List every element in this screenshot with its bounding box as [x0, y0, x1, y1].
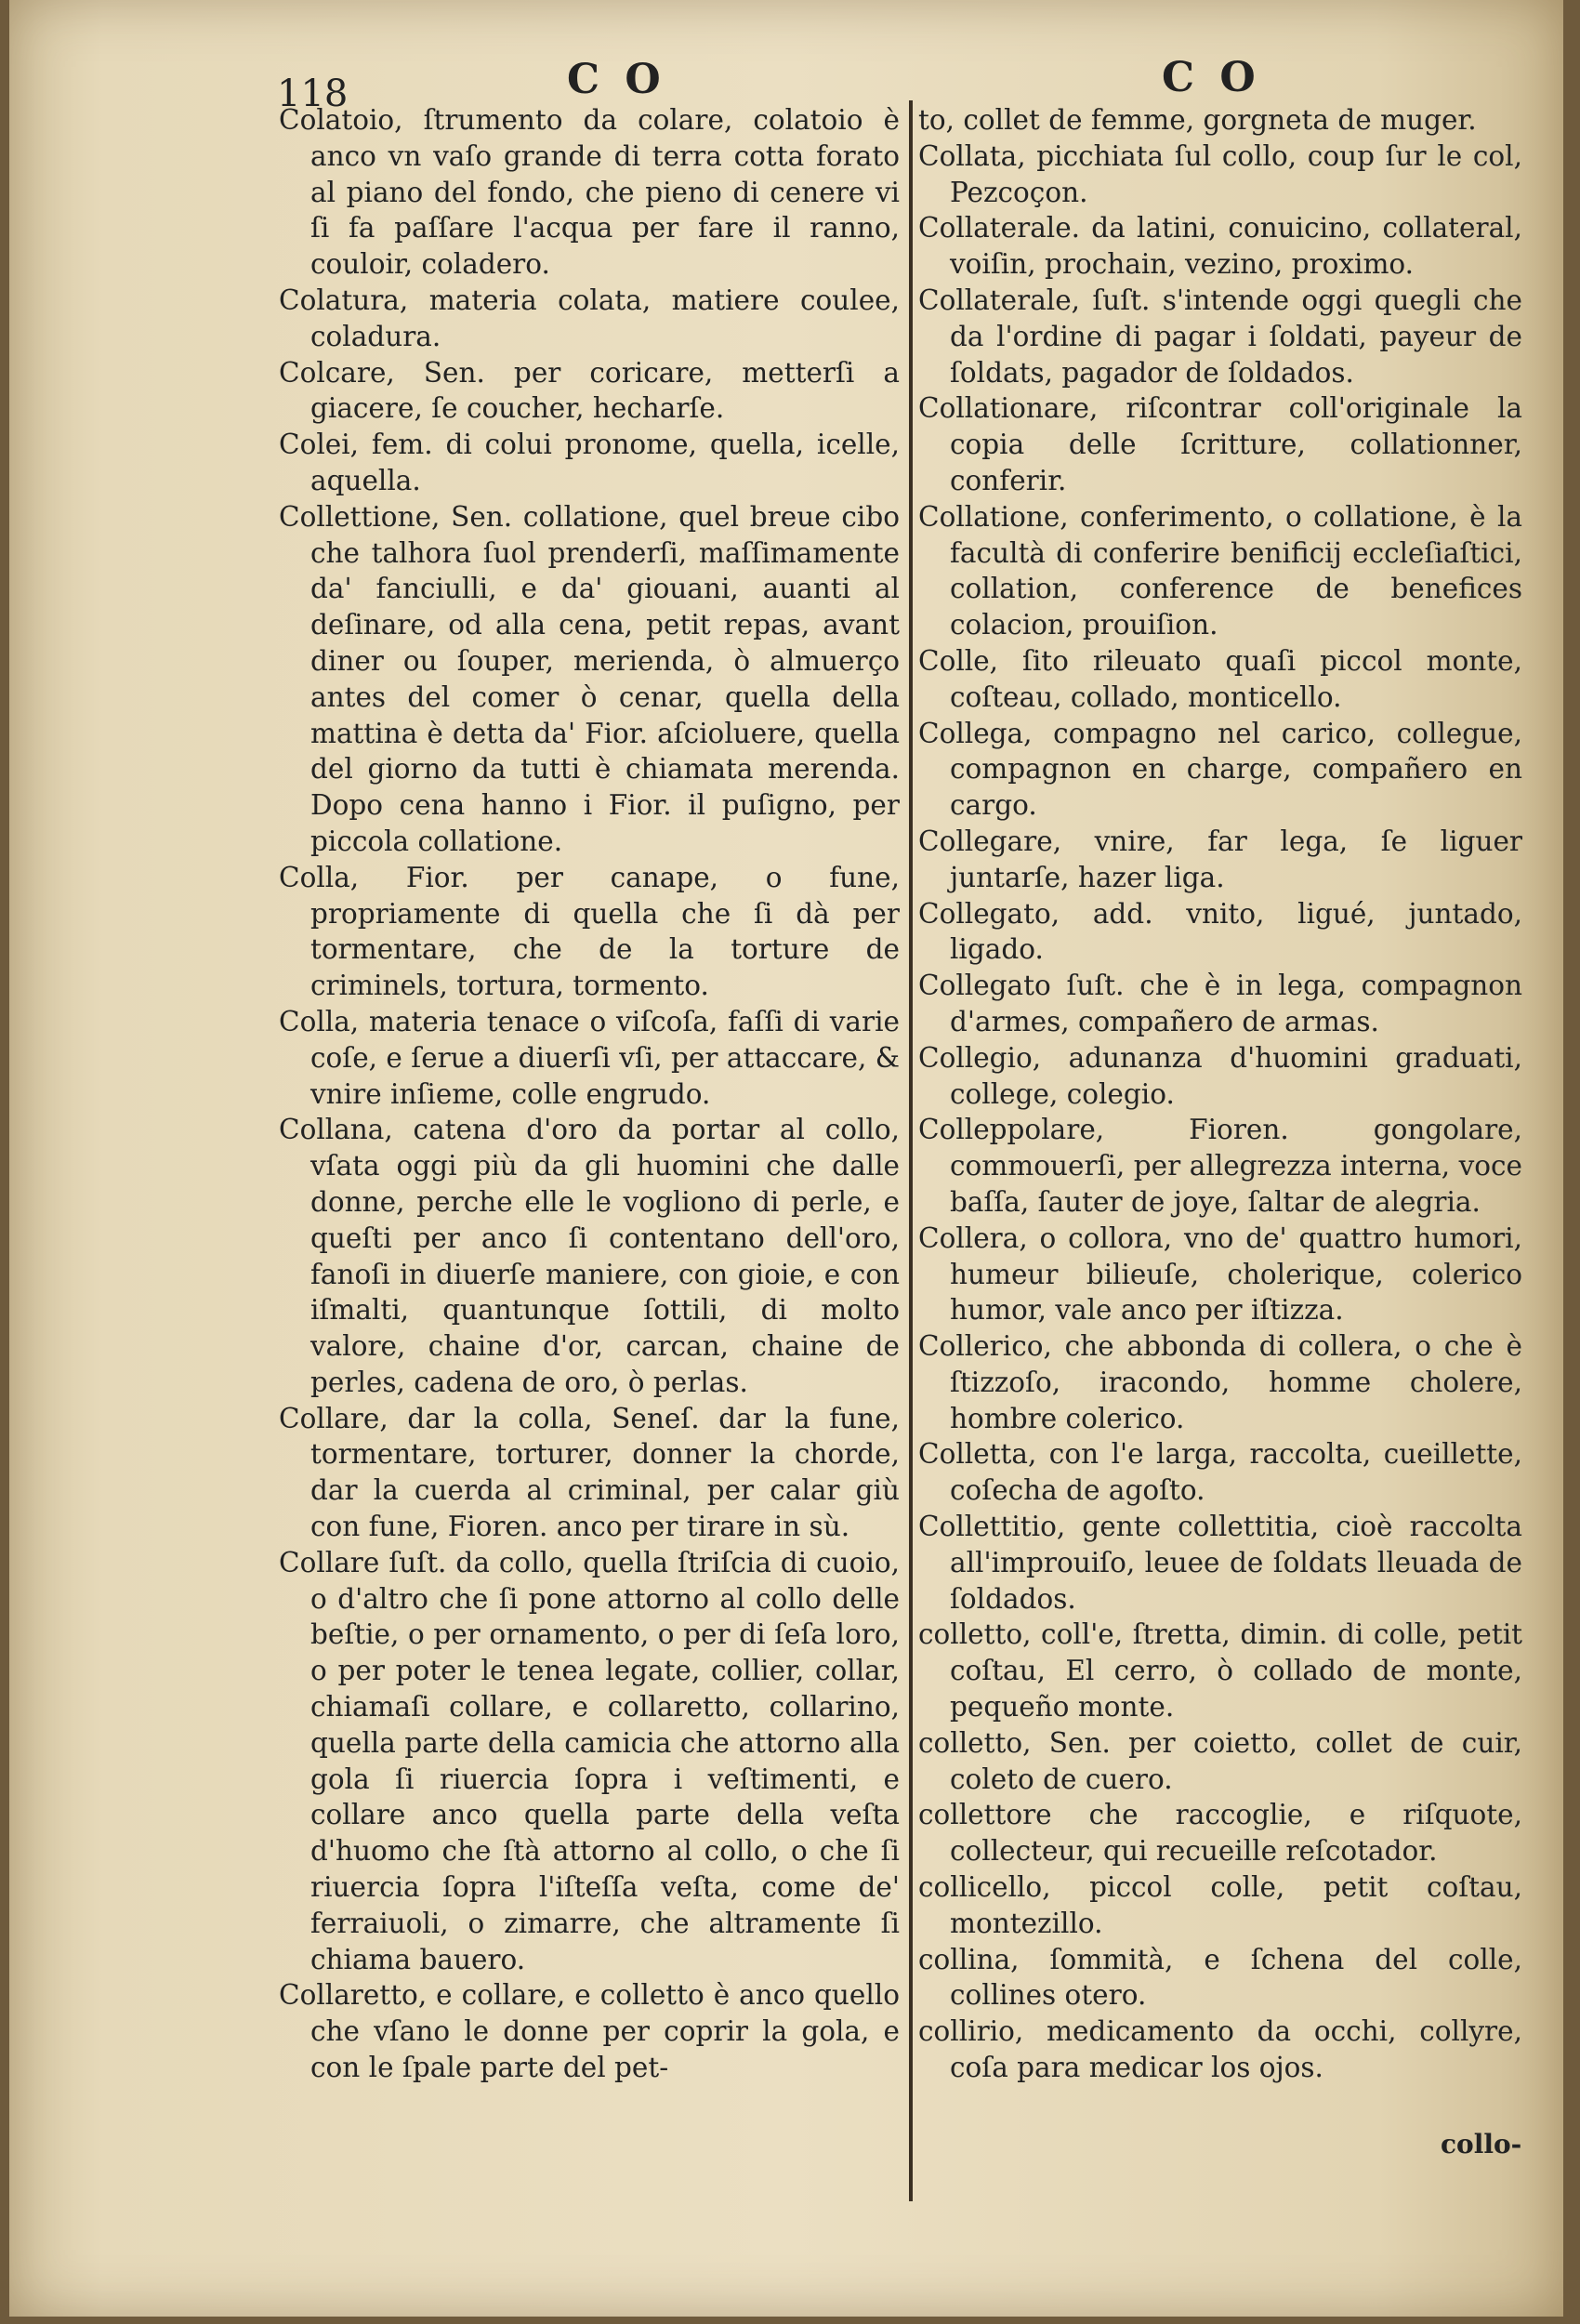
dictionary-entry: colletto, coll'e, ſtretta, dimin. di colle, petit coſtau, El cerro, ò collado de monte, pequeño monte.: [918, 1618, 1522, 1723]
dictionary-entry: Colletta, con l'e larga, raccolta, cueillette, coſecha de agoſto.: [918, 1438, 1522, 1507]
dictionary-entry: Colle, ſito rileuato quaſi piccol monte, coſteau, collado, monticello.: [918, 644, 1522, 713]
dictionary-entry: Colei, fem. di colui pronome, quella, icelle, aquella.: [279, 429, 900, 496]
dictionary-entry: Collerico, che abbonda di collera, o che è ſtizzoſo, iracondo, homme cholere, hombre colerico.: [918, 1330, 1522, 1434]
dictionary-entry: Collegato ſuſt. che è in lega, compagnon d'armes, compañero de armas.: [918, 970, 1522, 1037]
dictionary-entry: Colla, Fior. per canape, o fune, propriamente di quella che ſi dà per tormentare, che de la torture de criminels, tortura, tormento.: [279, 861, 900, 1002]
catchword: collo-: [1441, 2129, 1522, 2159]
dictionary-entry: collettore che raccoglie, e riſquote, collecteur, qui recueille reſcotador.: [918, 1799, 1522, 1868]
dictionary-entry: Colcare, Sen. per coricare, metterſi a giacere, ſe coucher, hecharſe.: [279, 356, 900, 425]
dictionary-entry: collirio, medicamento da occhi, collyre, coſa para medicar los ojos.: [918, 2015, 1522, 2084]
left-column: [279, 102, 900, 2086]
dictionary-entry: Collata, picchiata ſul collo, coup ſur le col, Pezcoçon.: [918, 139, 1522, 208]
dictionary-entry: colletto, Sen. per coietto, collet de cuir, coleto de cuero.: [918, 1726, 1522, 1795]
dictionary-entry: Colatura, materia colata, matiere coulee, coladura.: [279, 284, 900, 352]
dictionary-entry: Collationare, riſcontrar coll'originale la copia delle ſcritture, collationner, conferir.: [918, 392, 1522, 496]
dictionary-entry: Collettitio, gente collettitia, cioè raccolta all'improuiſo, leuee de ſoldats lleuada de ſoldados.: [918, 1511, 1522, 1615]
dictionary-entry: Colla, materia tenace o viſcoſa, faſſi di varie coſe, e ſerue a diuerſi vſi, per attaccare, & vnire inſieme, colle engrudo.: [279, 1005, 900, 1110]
dictionary-entry: Collegare, vnire, far lega, ſe liguer juntarſe, hazer liga.: [918, 825, 1522, 893]
page-header: [9, 45, 1563, 115]
dictionary-entry: Collaterale, ſuſt. s'intende oggi quegli che da l'ordine di pagar i ſoldati, payeur de ſoldats, pagador de ſoldados.: [918, 284, 1522, 389]
dictionary-entry: Collare, dar la colla, Seneſ. dar la fune, tormentare, torturer, donner la chorde, dar la cuerda al criminal, per calar giù con fune, Fioren. anco per tirare in sù.: [279, 1402, 900, 1543]
dictionary-entry: Collaterale. da latini, conuicino, collateral, voiſin, prochain, vezino, proximo.: [918, 212, 1522, 281]
dictionary-entry: Collaretto, e collare, e colletto è anco quello che vſano le donne per coprir la gola, e con le ſpale parte del pet-: [279, 1979, 900, 2084]
dictionary-entry: Collegato, add. vnito, ligué, juntado, ligado.: [918, 897, 1522, 966]
dictionary-entry: Colleppolare, Fioren. gongolare, commouerſi, per allegrezza interna, voce baſſa, ſauter de joye, ſaltar de alegria.: [918, 1114, 1522, 1218]
dictionary-entry: Collega, compagno nel carico, collegue, compagnon en charge, compañero en cargo.: [918, 717, 1522, 822]
page-number: 118: [277, 73, 349, 115]
dictionary-entry: collicello, piccol colle, petit coſtau, montezillo.: [918, 1871, 1522, 1939]
column-divider: [909, 100, 913, 2201]
running-head-right: C O: [1162, 54, 1261, 101]
dictionary-entry: Collana, catena d'oro da portar al collo, vſata oggi più da gli huomini che dalle donne, perche elle le vogliono di perle, e queſti per anco ſi contentano dell'oro, fanoſi in diuerſe maniere, con gioie, e con iſmalti, quantunque ſottili, di molto valore, chaine d'or, carcan, chaine de perles, cadena de oro, ò perlas.: [279, 1114, 900, 1398]
dictionary-entry: Collettione, Sen. collatione, quel breue cibo che talhora ſuol prenderſi, maſſimamente da' fanciulli, e da' giouani, auanti al deſinare, od alla cena, petit repas, avant diner ou ſouper, merienda, ò almuerço antes del comer ò cenar, quella della mattina è detta da' Fior. aſcioluere, quella del giorno da tutti è chiamata merenda. Dopo cena hanno i Fior. il puſigno, per piccola collatione.: [279, 500, 900, 857]
right-column: [918, 102, 1522, 2086]
dictionary-page: [9, 0, 1563, 2317]
dictionary-entry: Collatione, conferimento, o collatione, è la facultà di conferire benificij eccleſiaſtici, collation, conference de benefices colacion, prouiſion.: [918, 500, 1522, 641]
running-head-left: C O: [567, 56, 666, 103]
dictionary-entry: Collera, o collora, vno de' quattro humori, humeur bilieuſe, cholerique, colerico humor, vale anco per iſtizza.: [918, 1221, 1522, 1327]
dictionary-entry: Colatoio, ſtrumento da colare, colatoio è anco vn vaſo grande di terra cotta forato al piano del fondo, che pieno di cenere vi ſi fa paſſare l'acqua per fare il ranno, couloir, coladero.: [279, 104, 900, 281]
dictionary-entry: to, collet de femme, gorgneta de muger.: [918, 104, 1477, 136]
dictionary-entry: Collegio, adunanza d'huomini graduati, college, colegio.: [918, 1041, 1522, 1110]
dictionary-entry: Collare ſuſt. da collo, quella ſtriſcia di cuoio, o d'altro che ſi pone attorno al collo delle beſtie, o per ornamento, o per di ſeſa loro, o per poter le tenea legate, collier, collar, chiamaſi collare, e collaretto, collarino, quella parte della camicia che attorno alla gola ſi riuercia ſopra i veſtimenti, e collare anco quella parte della veſta d'huomo che ſtà attorno al collo, o che ſi riuercia ſopra l'iſteſſa veſta, come de' ferraiuoli, o zimarre, che altramente ſi chiama bauero.: [279, 1546, 900, 1975]
dictionary-entry: collina, ſommità, e ſchena del colle, collines otero.: [918, 1943, 1522, 2012]
